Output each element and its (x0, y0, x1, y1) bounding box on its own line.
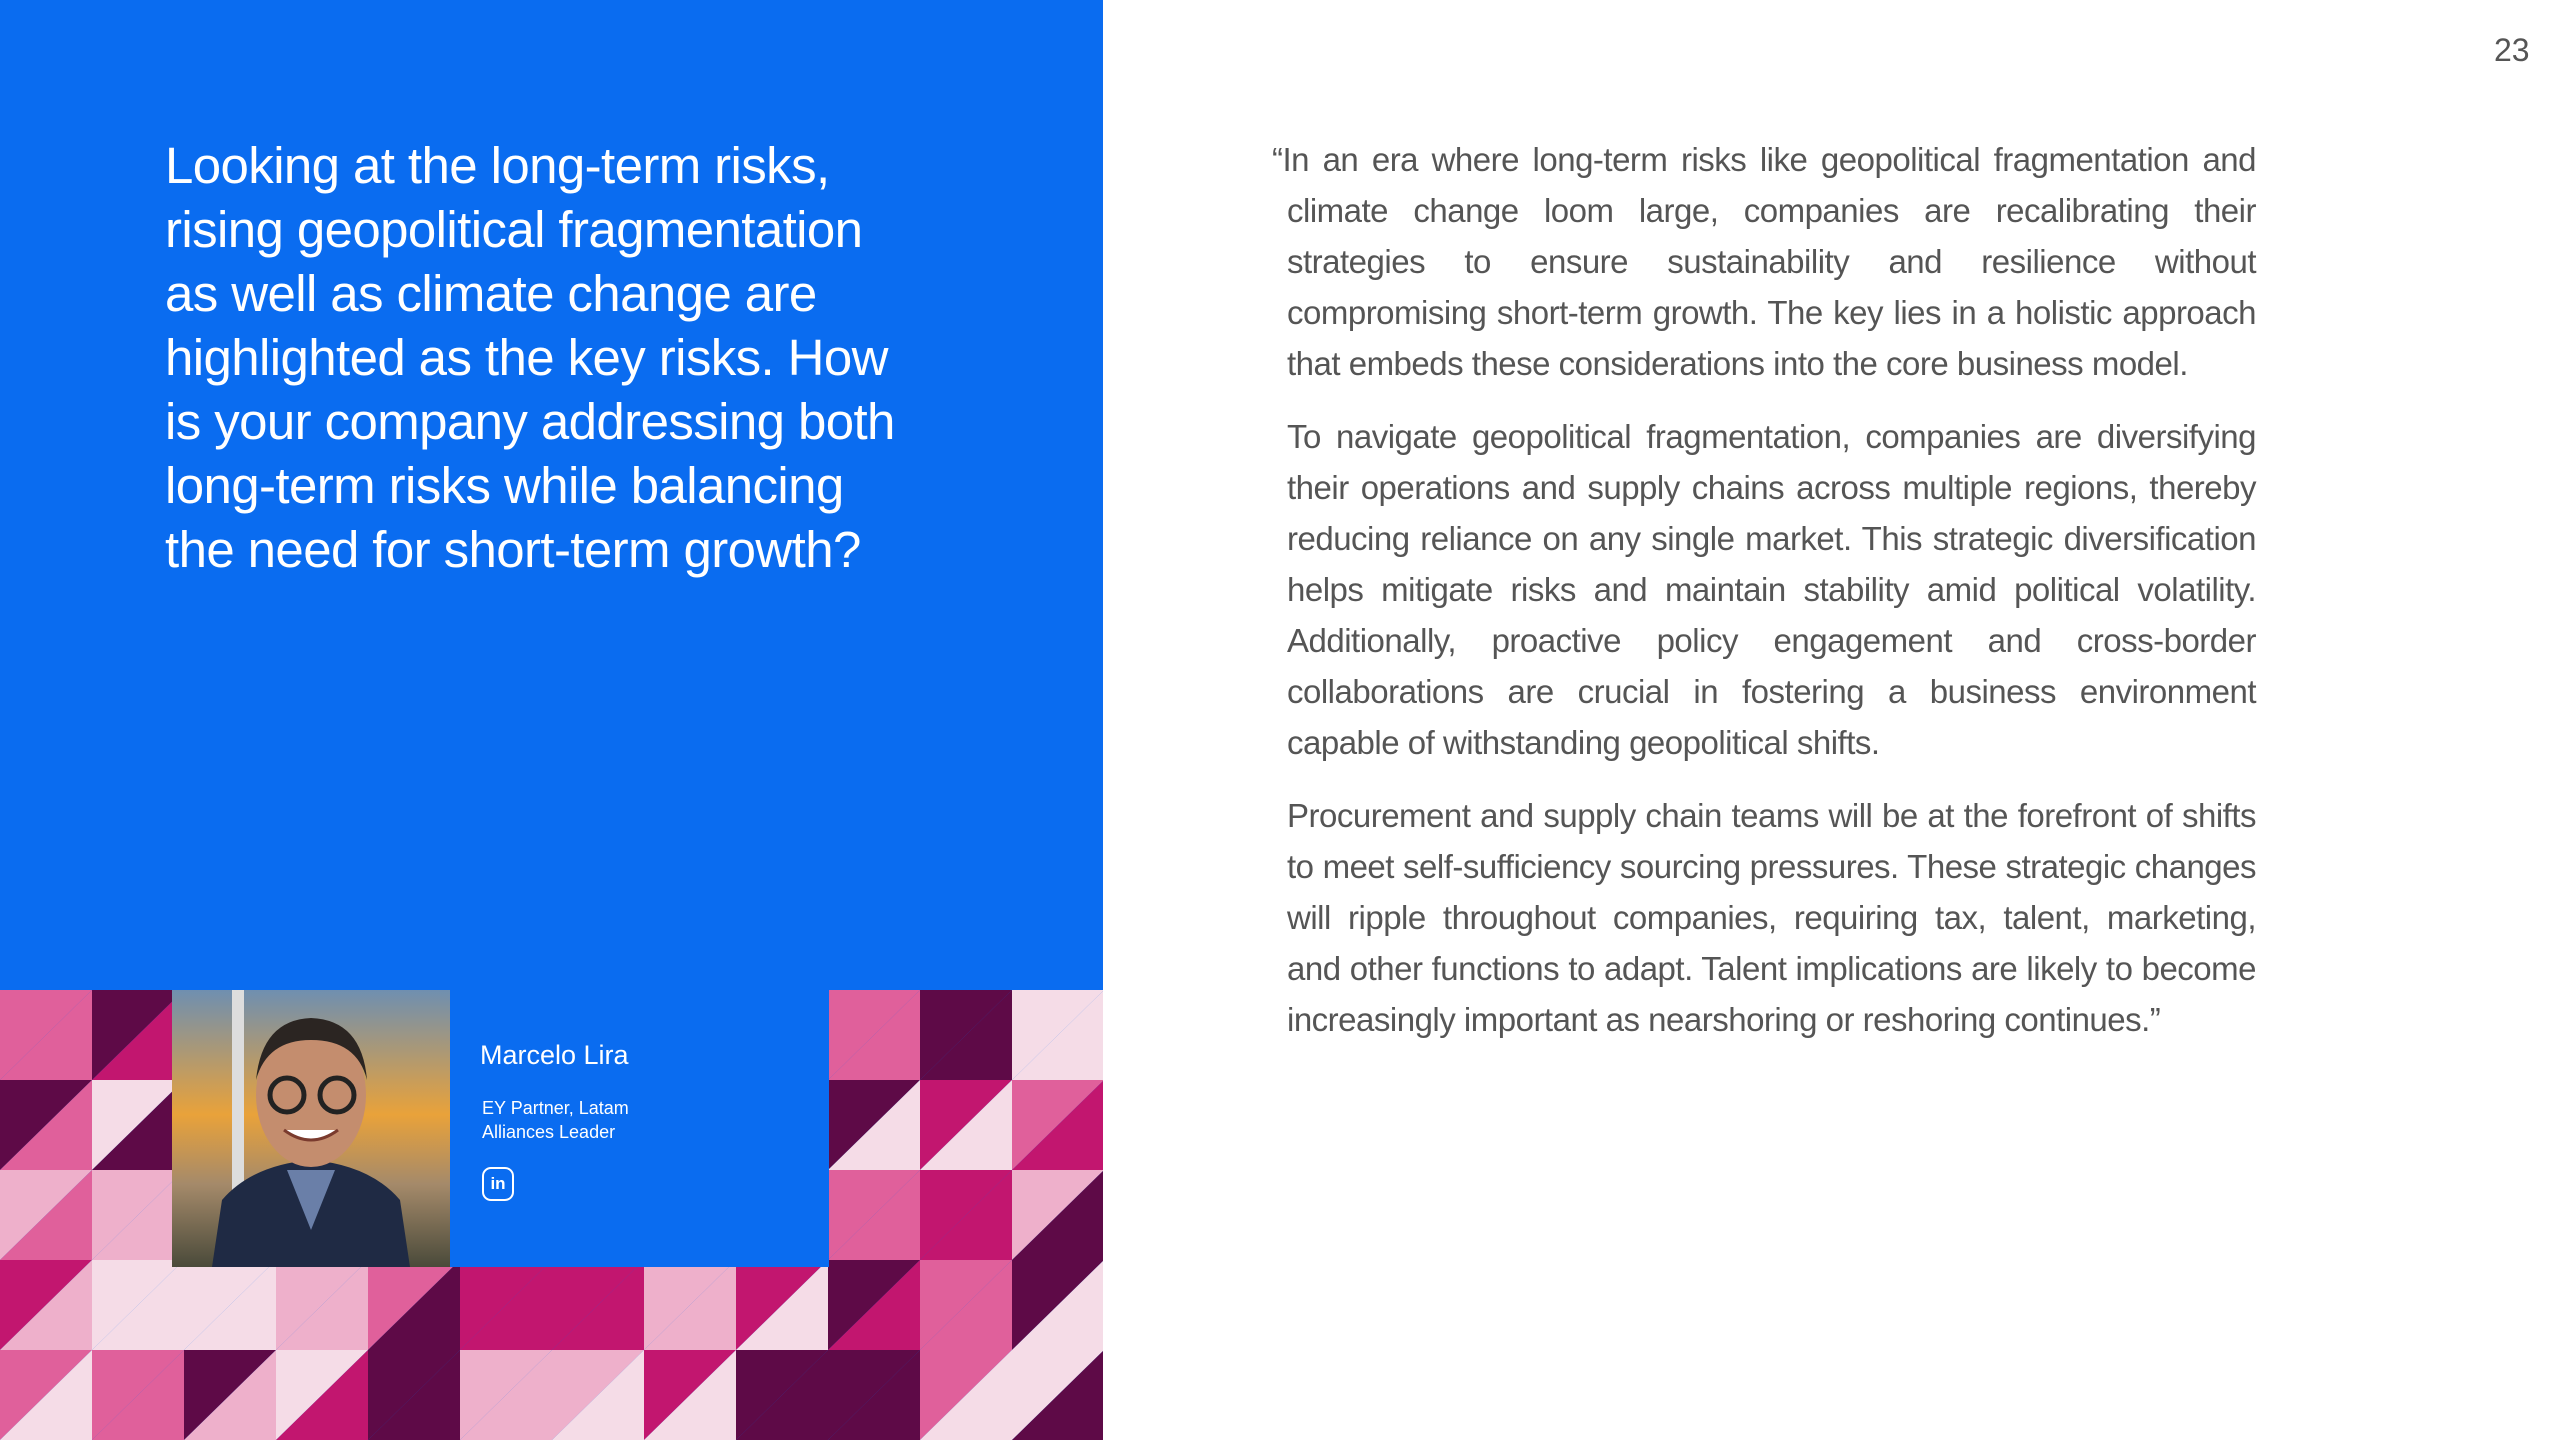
answer-paragraph: “In an era where long-term risks like geopolitical fragmentation and climate change loom large, companies are recalibrating their strategies to ensure sustainability and resilience without compromising short-term growth. The key lies in a holistic approach that embeds these considerations into the core business model. (1272, 141, 2256, 382)
question-panel (0, 0, 1103, 1440)
profile-name: Marcelo Lira (480, 1040, 629, 1070)
answer-paragraph: To navigate geopolitical fragmentation, companies are diversifying their operations and supply chains across multiple regions, thereby reducing reliance on any single market. This strategic diversification helps mitigate risks and maintain stability amid political volatility. Additionally, proactive policy engagement and cross-border collaborations are crucial in fostering a business environment capable of withstanding geopolitical shifts. (1287, 418, 2256, 761)
page-number: 23 (2494, 32, 2530, 68)
profile-card (450, 990, 829, 1267)
profile-photo (172, 990, 450, 1267)
profile-role: EY Partner, Latam Alliances Leader (482, 1098, 629, 1142)
answer-paragraph: Procurement and supply chain teams will be at the forefront of shifts to meet self-sufficiency sourcing pressures. These strategic changes will ripple throughout companies, requiring tax, talent, marketing, and other functions to adapt. Talent implications are likely to become increasingly important as nearshoring or reshoring continues.” (1287, 797, 2256, 1038)
linkedin-icon[interactable]: in (482, 1167, 514, 1201)
answer-quote (1272, 134, 2256, 1067)
question-heading: Looking at the long-term risks, rising geopolitical fragmentation as well as climate change are highlighted as the key risks. How is your company addressing both long-term risks while balancing the need for short-term growth? (165, 137, 895, 578)
